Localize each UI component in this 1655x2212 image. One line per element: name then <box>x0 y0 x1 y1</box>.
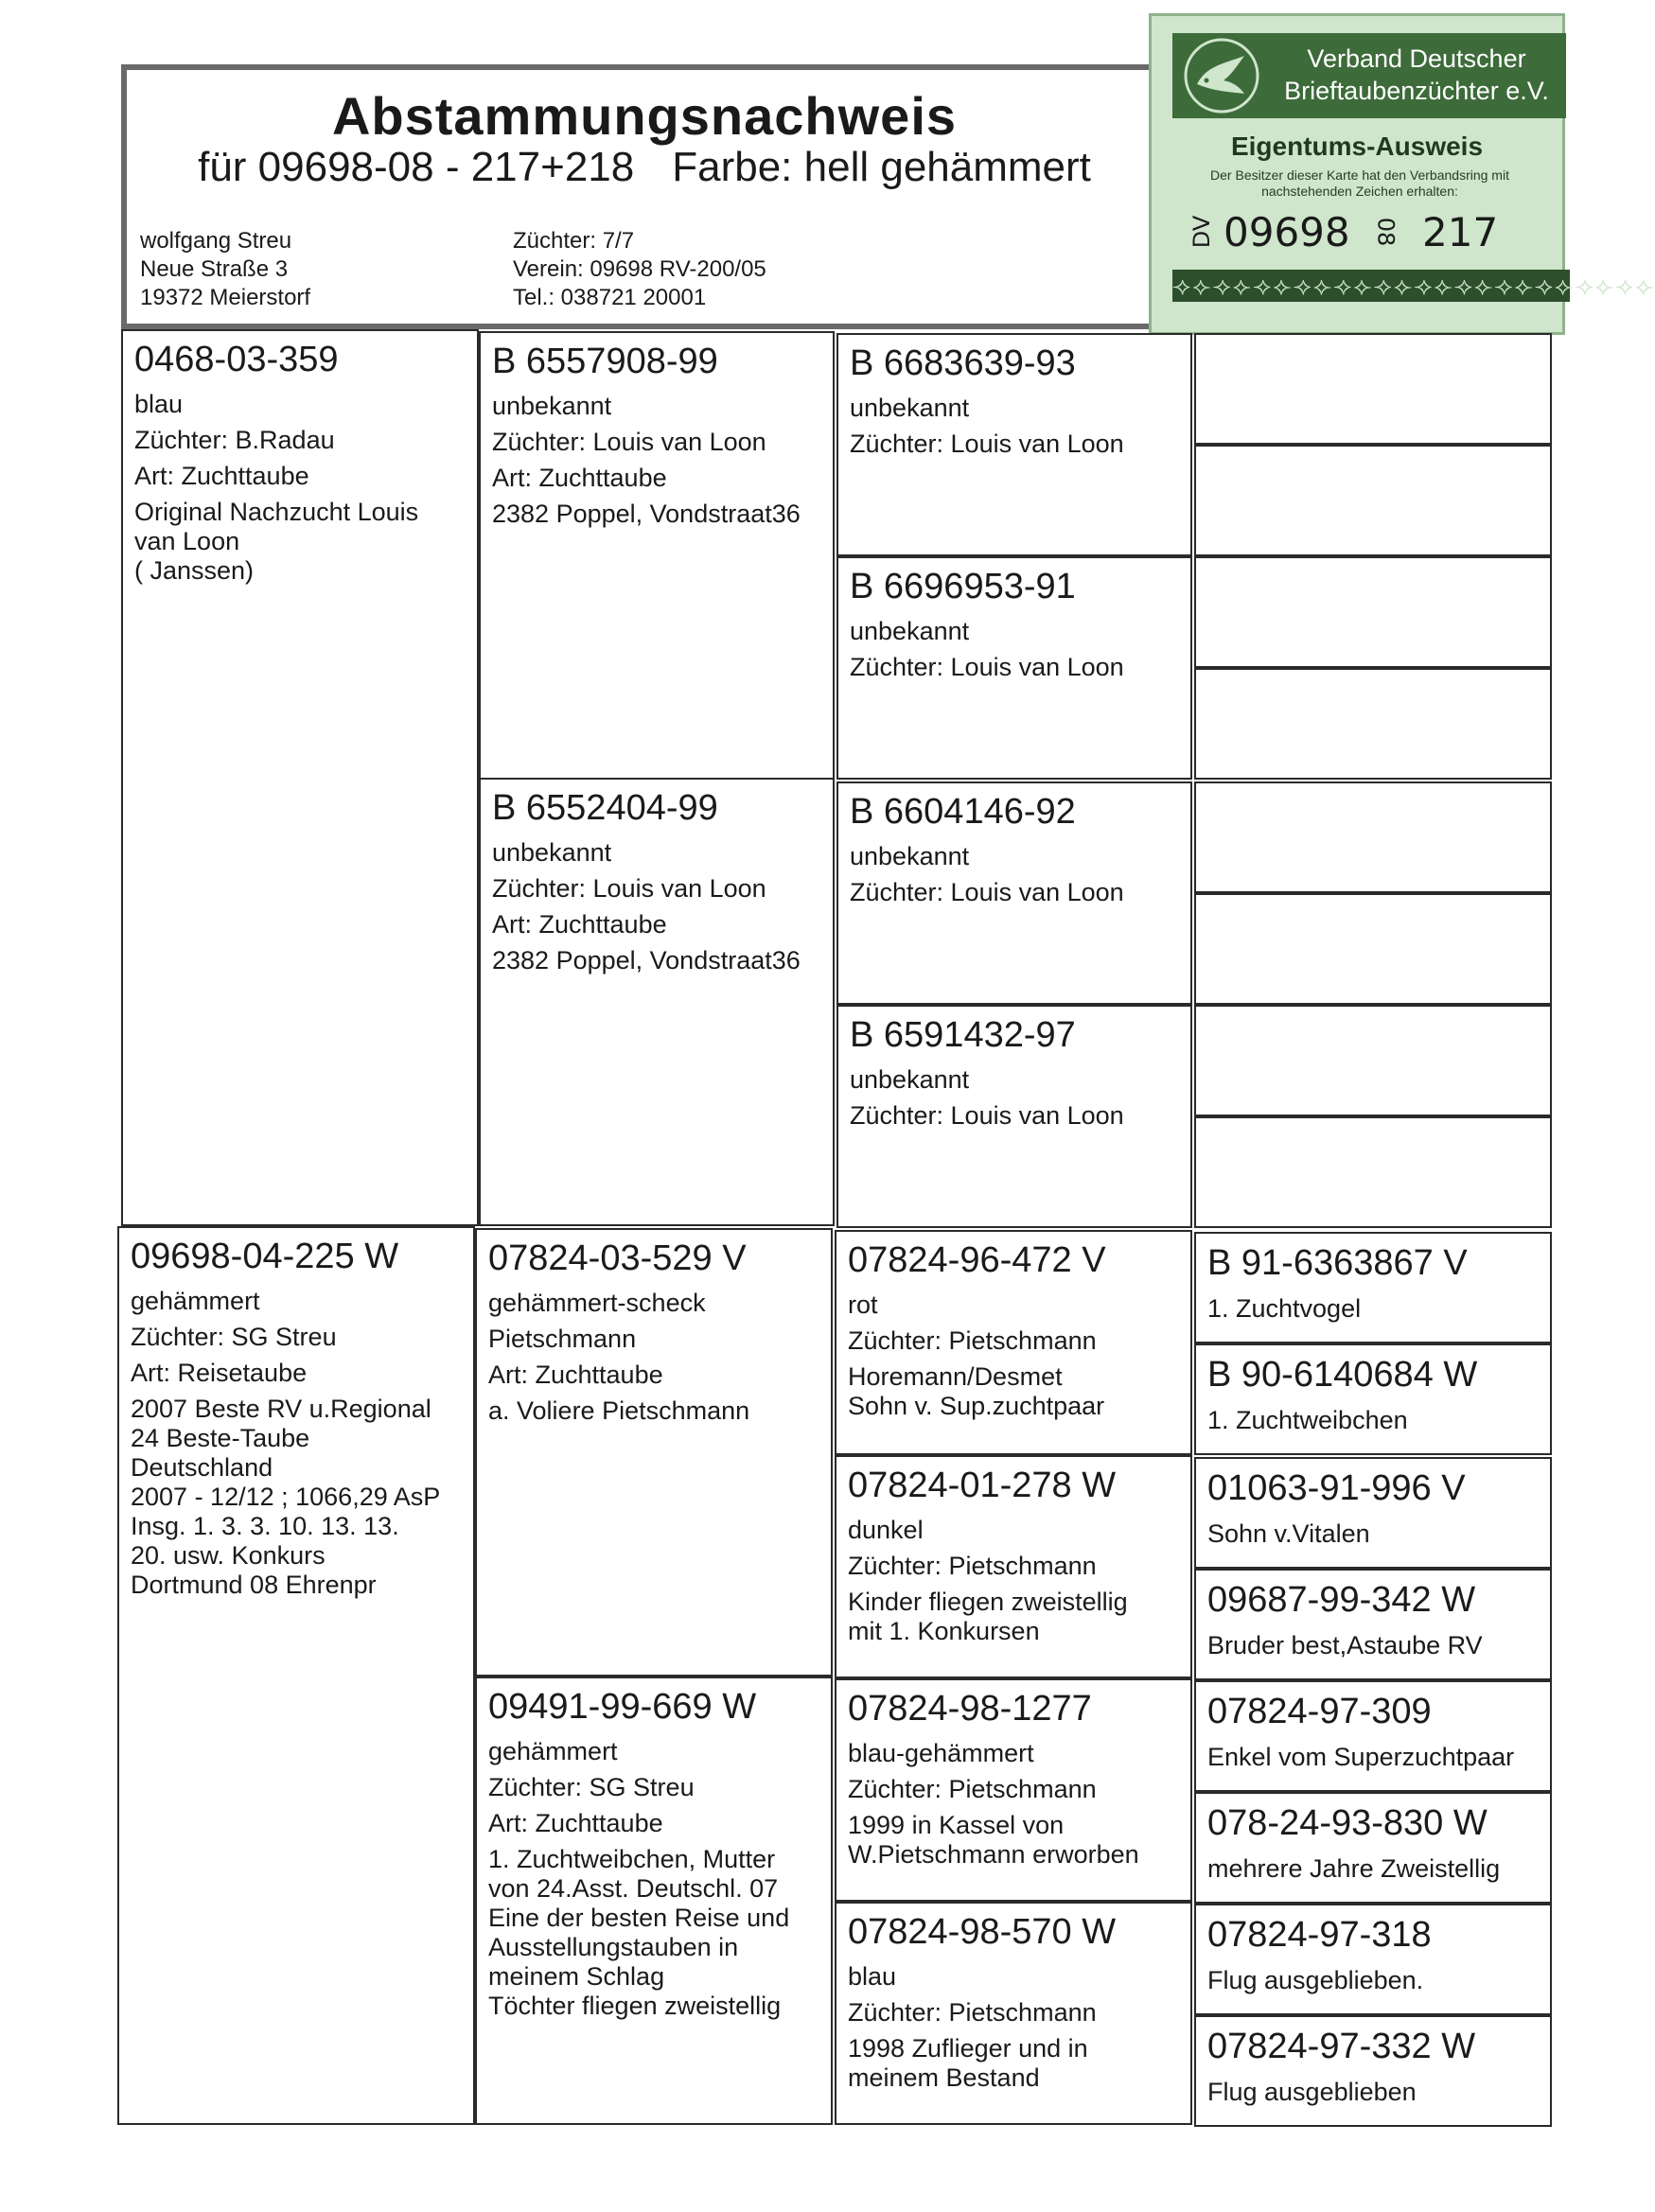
pigeon-color: unbekannt <box>850 394 970 422</box>
pigeon-color: unbekannt <box>850 842 970 870</box>
ring-number: B 6557908-99 <box>492 342 718 381</box>
detail-line: Züchter: Pietschmann <box>848 1775 1097 1803</box>
ownership-stamp <box>1149 13 1655 335</box>
header-box <box>121 64 1168 329</box>
detail-line: 2382 Poppel, Vondstraat36 <box>492 946 801 974</box>
pedigree-fm-mother <box>836 1005 1192 1228</box>
ring-prefix: DV <box>1188 215 1216 249</box>
pedigree-gen4-entry <box>1194 1792 1552 1904</box>
stamp-ring-number <box>1186 205 1564 262</box>
ring-number: B 6696953-91 <box>850 567 1076 606</box>
pedigree-father <box>121 329 479 1226</box>
ring-number: 09491-99-669 W <box>488 1687 757 1727</box>
ring-number: 078-24-93-830 W <box>1207 1803 1488 1843</box>
document-subtitle <box>127 144 1162 191</box>
detail-line: Bruder best,Astaube RV <box>1207 1631 1483 1659</box>
ring-number: B 90-6140684 W <box>1207 1355 1478 1395</box>
ring-numbers: für 09698-08 - 217+218 <box>198 144 635 190</box>
pedigree-mf-father <box>835 1230 1192 1455</box>
pedigree-gen4-entry <box>1194 2015 1552 2127</box>
pigeon-color: blau-gehämmert <box>848 1739 1034 1767</box>
ring-number: 07824-98-570 W <box>848 1912 1117 1952</box>
detail-line: Züchter: Pietschmann <box>848 1552 1097 1580</box>
pedigree-fm-father <box>836 781 1192 1005</box>
ring-number: B 6604146-92 <box>850 792 1076 832</box>
detail-line: Züchter: Pietschmann <box>848 1326 1097 1355</box>
ring-number: B 6591432-97 <box>850 1015 1076 1055</box>
ring-number: 07824-03-529 V <box>488 1238 747 1278</box>
detail-line: Züchter: B.Radau <box>134 426 335 454</box>
detail-line: Sohn v.Vitalen <box>1207 1519 1370 1548</box>
stamp-pattern: ⟢⟣⟢⟣⟢⟣⟢⟣⟢⟣⟢⟣⟢⟣⟢⟣⟢⟣⟢⟣⟢⟣⟢⟣ <box>1172 272 1655 300</box>
pedigree-gen4-entry <box>1194 1904 1552 2015</box>
detail-line: Züchter: Louis van Loon <box>850 878 1124 906</box>
ring-number: 0468-03-359 <box>134 340 339 379</box>
ring-number: B 6683639-93 <box>850 343 1076 383</box>
pedigree-father-mother <box>479 778 835 1226</box>
detail-line: Züchter: SG Streu <box>131 1323 337 1351</box>
pigeon-note: Kinder fliegen zweistellig mit 1. Konkursen <box>848 1588 1128 1645</box>
stamp-organization <box>1275 43 1558 107</box>
pedigree-gen4-empty <box>1194 1005 1552 1116</box>
detail-line: Art: Zuchttaube <box>492 464 667 492</box>
org-line-2: Brieftaubenzüchter e.V. <box>1284 77 1549 105</box>
pigeon-color: unbekannt <box>492 838 612 867</box>
document-title: Abstammungsnachweis <box>331 86 958 146</box>
detail-line: Züchter: Louis van Loon <box>850 430 1124 458</box>
owner-city: 19372 Meierstorf <box>140 285 311 310</box>
owner-address <box>140 227 310 312</box>
detail-line: 1. Zuchtweibchen <box>1207 1406 1408 1434</box>
ring-number: B 91-6363867 V <box>1207 1243 1468 1283</box>
pigeon-note: Original Nachzucht Louis van Loon ( Janssen) <box>134 498 419 585</box>
pigeon-note: 1998 Zuflieger und in meinem Bestand <box>848 2034 1088 2092</box>
ring-number: 07824-97-318 <box>1207 1915 1432 1955</box>
pigeon-note: 1999 in Kassel von W.Pietschmann erworben <box>848 1811 1139 1869</box>
detail-line: Enkel vom Superzuchtpaar <box>1207 1743 1515 1771</box>
ring-number: 01063-91-996 V <box>1207 1468 1466 1508</box>
pedigree-gen4-entry <box>1194 1343 1552 1455</box>
pigeon-color: gehämmert <box>488 1737 618 1765</box>
ring-year: 08 <box>1372 217 1400 247</box>
detail-line: a. Voliere Pietschmann <box>488 1396 750 1425</box>
pigeon-color: blau <box>848 1962 897 1991</box>
pedigree-gen4-empty <box>1194 333 1552 445</box>
pigeon-color: gehämmert-scheck <box>488 1289 706 1317</box>
detail-line: 1. Zuchtvogel <box>1207 1294 1362 1323</box>
breeder-info <box>513 227 766 312</box>
ring-club: 09698 <box>1224 209 1350 255</box>
detail-line: Pietschmann <box>488 1325 637 1353</box>
detail-line: Art: Zuchttaube <box>488 1809 663 1837</box>
detail-line: Züchter: Louis van Loon <box>492 428 766 456</box>
ring-number: 09687-99-342 W <box>1207 1580 1476 1620</box>
pigeon-note: 2007 Beste RV u.Regional 24 Beste-Taube Deutschland 2007 - 12/12 ; 1066,29 AsP Insg. 1. 3. 3. 10. 13. 13. 20. usw. Konkurs Dortmund 08 Ehrenpr <box>131 1395 441 1599</box>
pedigree-gen4-empty <box>1194 893 1552 1005</box>
detail-line: 2382 Poppel, Vondstraat36 <box>492 500 801 528</box>
ring-number: 07824-96-472 V <box>848 1240 1106 1280</box>
pedigree-mm-father <box>835 1678 1192 1902</box>
stamp-note: Der Besitzer dieser Karte hat den Verbandsring mit nachstehenden Zeichen erhalten: <box>1210 167 1509 199</box>
pigeon-note: Horemann/Desmet Sohn v. Sup.zuchtpaar <box>848 1362 1105 1420</box>
pigeon-color: gehämmert <box>131 1287 260 1315</box>
pedigree-mother-mother <box>475 1677 833 2125</box>
detail-line: Art: Zuchttaube <box>488 1361 663 1389</box>
ring-number: 07824-97-309 <box>1207 1692 1432 1731</box>
detail-line: Züchter: Louis van Loon <box>850 653 1124 681</box>
owner-name: wolfgang Streu <box>140 228 292 254</box>
detail-line: mehrere Jahre Zweistellig <box>1207 1854 1501 1883</box>
pedigree-gen4-empty <box>1194 445 1552 556</box>
detail-line: Flug ausgeblieben. <box>1207 1966 1424 1994</box>
pedigree-gen4-empty <box>1194 668 1552 780</box>
detail-line: Züchter: Louis van Loon <box>850 1101 1124 1130</box>
pigeon-color: unbekannt <box>850 1065 970 1094</box>
pigeon-color: rot <box>848 1290 878 1319</box>
pedigree-mother <box>117 1226 475 2125</box>
club-id: Verein: 09698 RV-200/05 <box>513 256 766 282</box>
pedigree-gen4-empty <box>1194 1116 1552 1228</box>
pedigree-mm-mother <box>835 1902 1192 2125</box>
pigeon-note: 1. Zuchtweibchen, Mutter von 24.Asst. Deutschl. 07 Eine der besten Reise und Ausstellungstauben in meinem Schlag Töchter fliegen zweistellig <box>488 1845 790 2020</box>
pedigree-gen4-empty <box>1194 556 1552 668</box>
ring-number: 07824-01-278 W <box>848 1466 1117 1505</box>
pedigree-mf-mother <box>835 1455 1192 1678</box>
pedigree-gen4-entry <box>1194 1569 1552 1680</box>
dove-logo-icon <box>1178 37 1265 114</box>
pedigree-ff-mother <box>836 556 1192 780</box>
pedigree-gen4-entry <box>1194 1457 1552 1569</box>
pigeon-color: blau <box>134 390 184 418</box>
pigeon-color: unbekannt <box>492 392 612 420</box>
detail-line: Flug ausgeblieben <box>1207 2078 1417 2106</box>
pigeon-color: unbekannt <box>850 617 970 645</box>
detail-line: Züchter: Pietschmann <box>848 1998 1097 2027</box>
ring-number: 07824-98-1277 <box>848 1689 1092 1729</box>
detail-line: Art: Zuchttaube <box>134 462 309 490</box>
pedigree-gen4-entry <box>1194 1680 1552 1792</box>
ring-number: 07824-97-332 W <box>1207 2027 1476 2066</box>
ring-number: 09698-04-225 W <box>131 1237 399 1276</box>
pigeon-color: dunkel <box>848 1516 924 1544</box>
org-line-1: Verband Deutscher <box>1307 44 1526 73</box>
ring-number: 217 <box>1422 209 1499 255</box>
detail-line: Art: Zuchttaube <box>492 910 667 939</box>
color-label: Farbe: hell gehämmert <box>672 144 1091 190</box>
ring-number: B 6552404-99 <box>492 788 718 828</box>
pedigree-ff-father <box>836 333 1192 556</box>
stamp-title: Eigentums-Ausweis <box>1230 132 1484 161</box>
detail-line: Züchter: SG Streu <box>488 1773 695 1801</box>
breeder-id: Züchter: 7/7 <box>513 228 635 254</box>
stamp-banner <box>1172 33 1566 118</box>
pedigree-gen4-empty <box>1194 781 1552 893</box>
pedigree-mother-father <box>475 1228 833 1677</box>
detail-line: Züchter: Louis van Loon <box>492 874 766 903</box>
owner-street: Neue Straße 3 <box>140 256 289 282</box>
detail-line: Art: Reisetaube <box>131 1359 308 1387</box>
pedigree-gen4-entry <box>1194 1232 1552 1343</box>
phone: Tel.: 038721 20001 <box>513 285 707 310</box>
pedigree-father-father <box>479 331 835 780</box>
